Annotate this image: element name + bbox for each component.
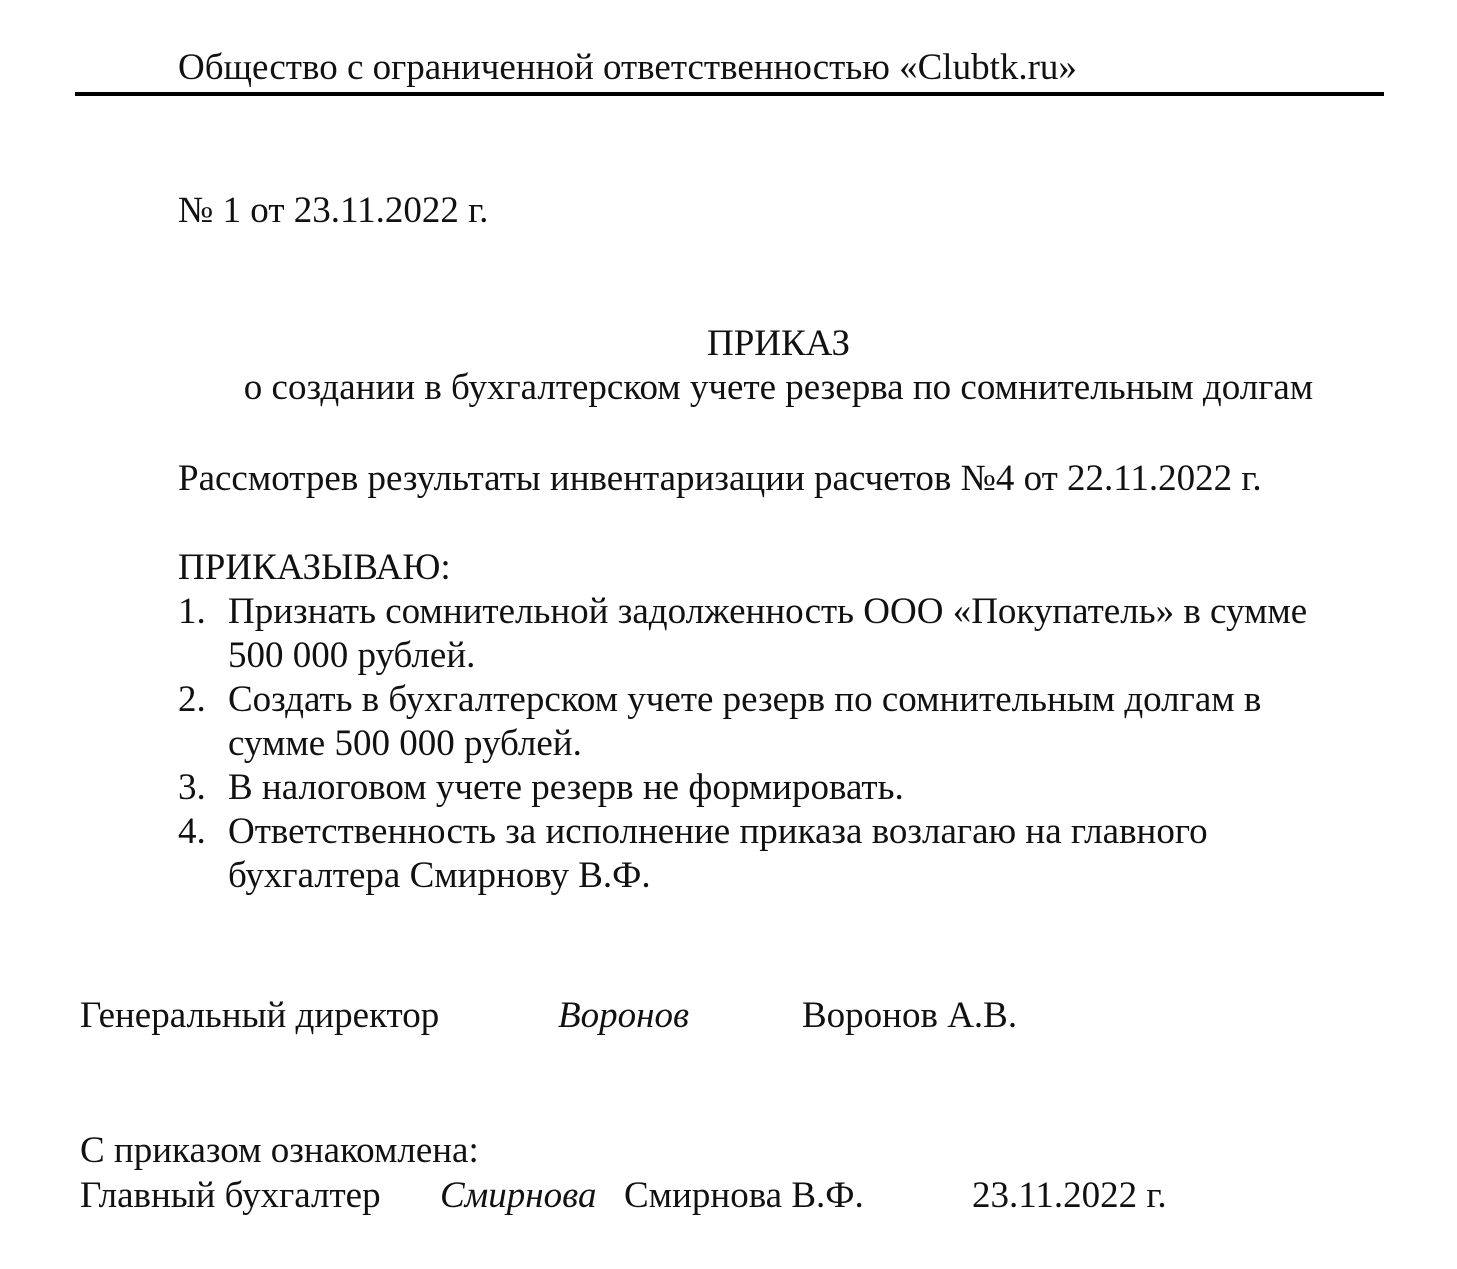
order-item-text-line1: Ответственность за исполнение приказа возлагаю на главного xyxy=(228,811,1208,852)
acknowledgment-date: 23.11.2022 г. xyxy=(972,1175,1167,1216)
acknowledgment-label: С приказом ознакомлена: xyxy=(80,1130,479,1171)
order-item-text-line1: Признать сомнительной задолженность ООО «Покупатель» в сумме xyxy=(228,591,1308,632)
header-divider xyxy=(75,92,1384,96)
director-position: Генеральный директор xyxy=(80,995,440,1036)
order-item-number: 3. xyxy=(178,767,206,808)
order-item-number: 2. xyxy=(178,679,206,720)
order-items-list xyxy=(178,590,1408,898)
order-item-text-line1: Создать в бухгалтерском учете резерв по сомнительным долгам в xyxy=(228,679,1262,720)
order-item xyxy=(178,678,1408,766)
order-item-text-line2: бухгалтера Смирнову В.Ф. xyxy=(228,855,651,896)
order-number-date: № 1 от 23.11.2022 г. xyxy=(178,190,489,231)
accountant-signature: Смирнова xyxy=(440,1175,597,1216)
order-item-number: 4. xyxy=(178,811,206,852)
order-item xyxy=(178,590,1408,678)
organization-name: Общество с ограниченной ответственностью «Clubtk.ru» xyxy=(178,47,1077,88)
accountant-position: Главный бухгалтер xyxy=(80,1175,381,1216)
director-signature: Воронов xyxy=(558,995,690,1036)
document-title: ПРИКАЗ xyxy=(706,323,851,364)
director-name: Воронов А.В. xyxy=(802,995,1018,1036)
order-item-number: 1. xyxy=(178,591,206,632)
order-item-text-line2: 500 000 рублей. xyxy=(228,635,476,676)
order-heading: ПРИКАЗЫВАЮ: xyxy=(178,547,451,588)
order-item-text-line2: сумме 500 000 рублей. xyxy=(228,723,582,764)
order-item xyxy=(178,810,1408,898)
accountant-name: Смирнова В.Ф. xyxy=(624,1175,864,1216)
order-item xyxy=(178,766,1408,810)
preamble: Рассмотрев результаты инвентаризации расчетов №4 от 22.11.2022 г. xyxy=(178,458,1262,499)
document-subtitle: о создании в бухгалтерском учете резерва по сомнительным долгам xyxy=(243,367,1314,408)
order-item-text-line1: В налоговом учете резерв не формировать. xyxy=(228,767,904,808)
